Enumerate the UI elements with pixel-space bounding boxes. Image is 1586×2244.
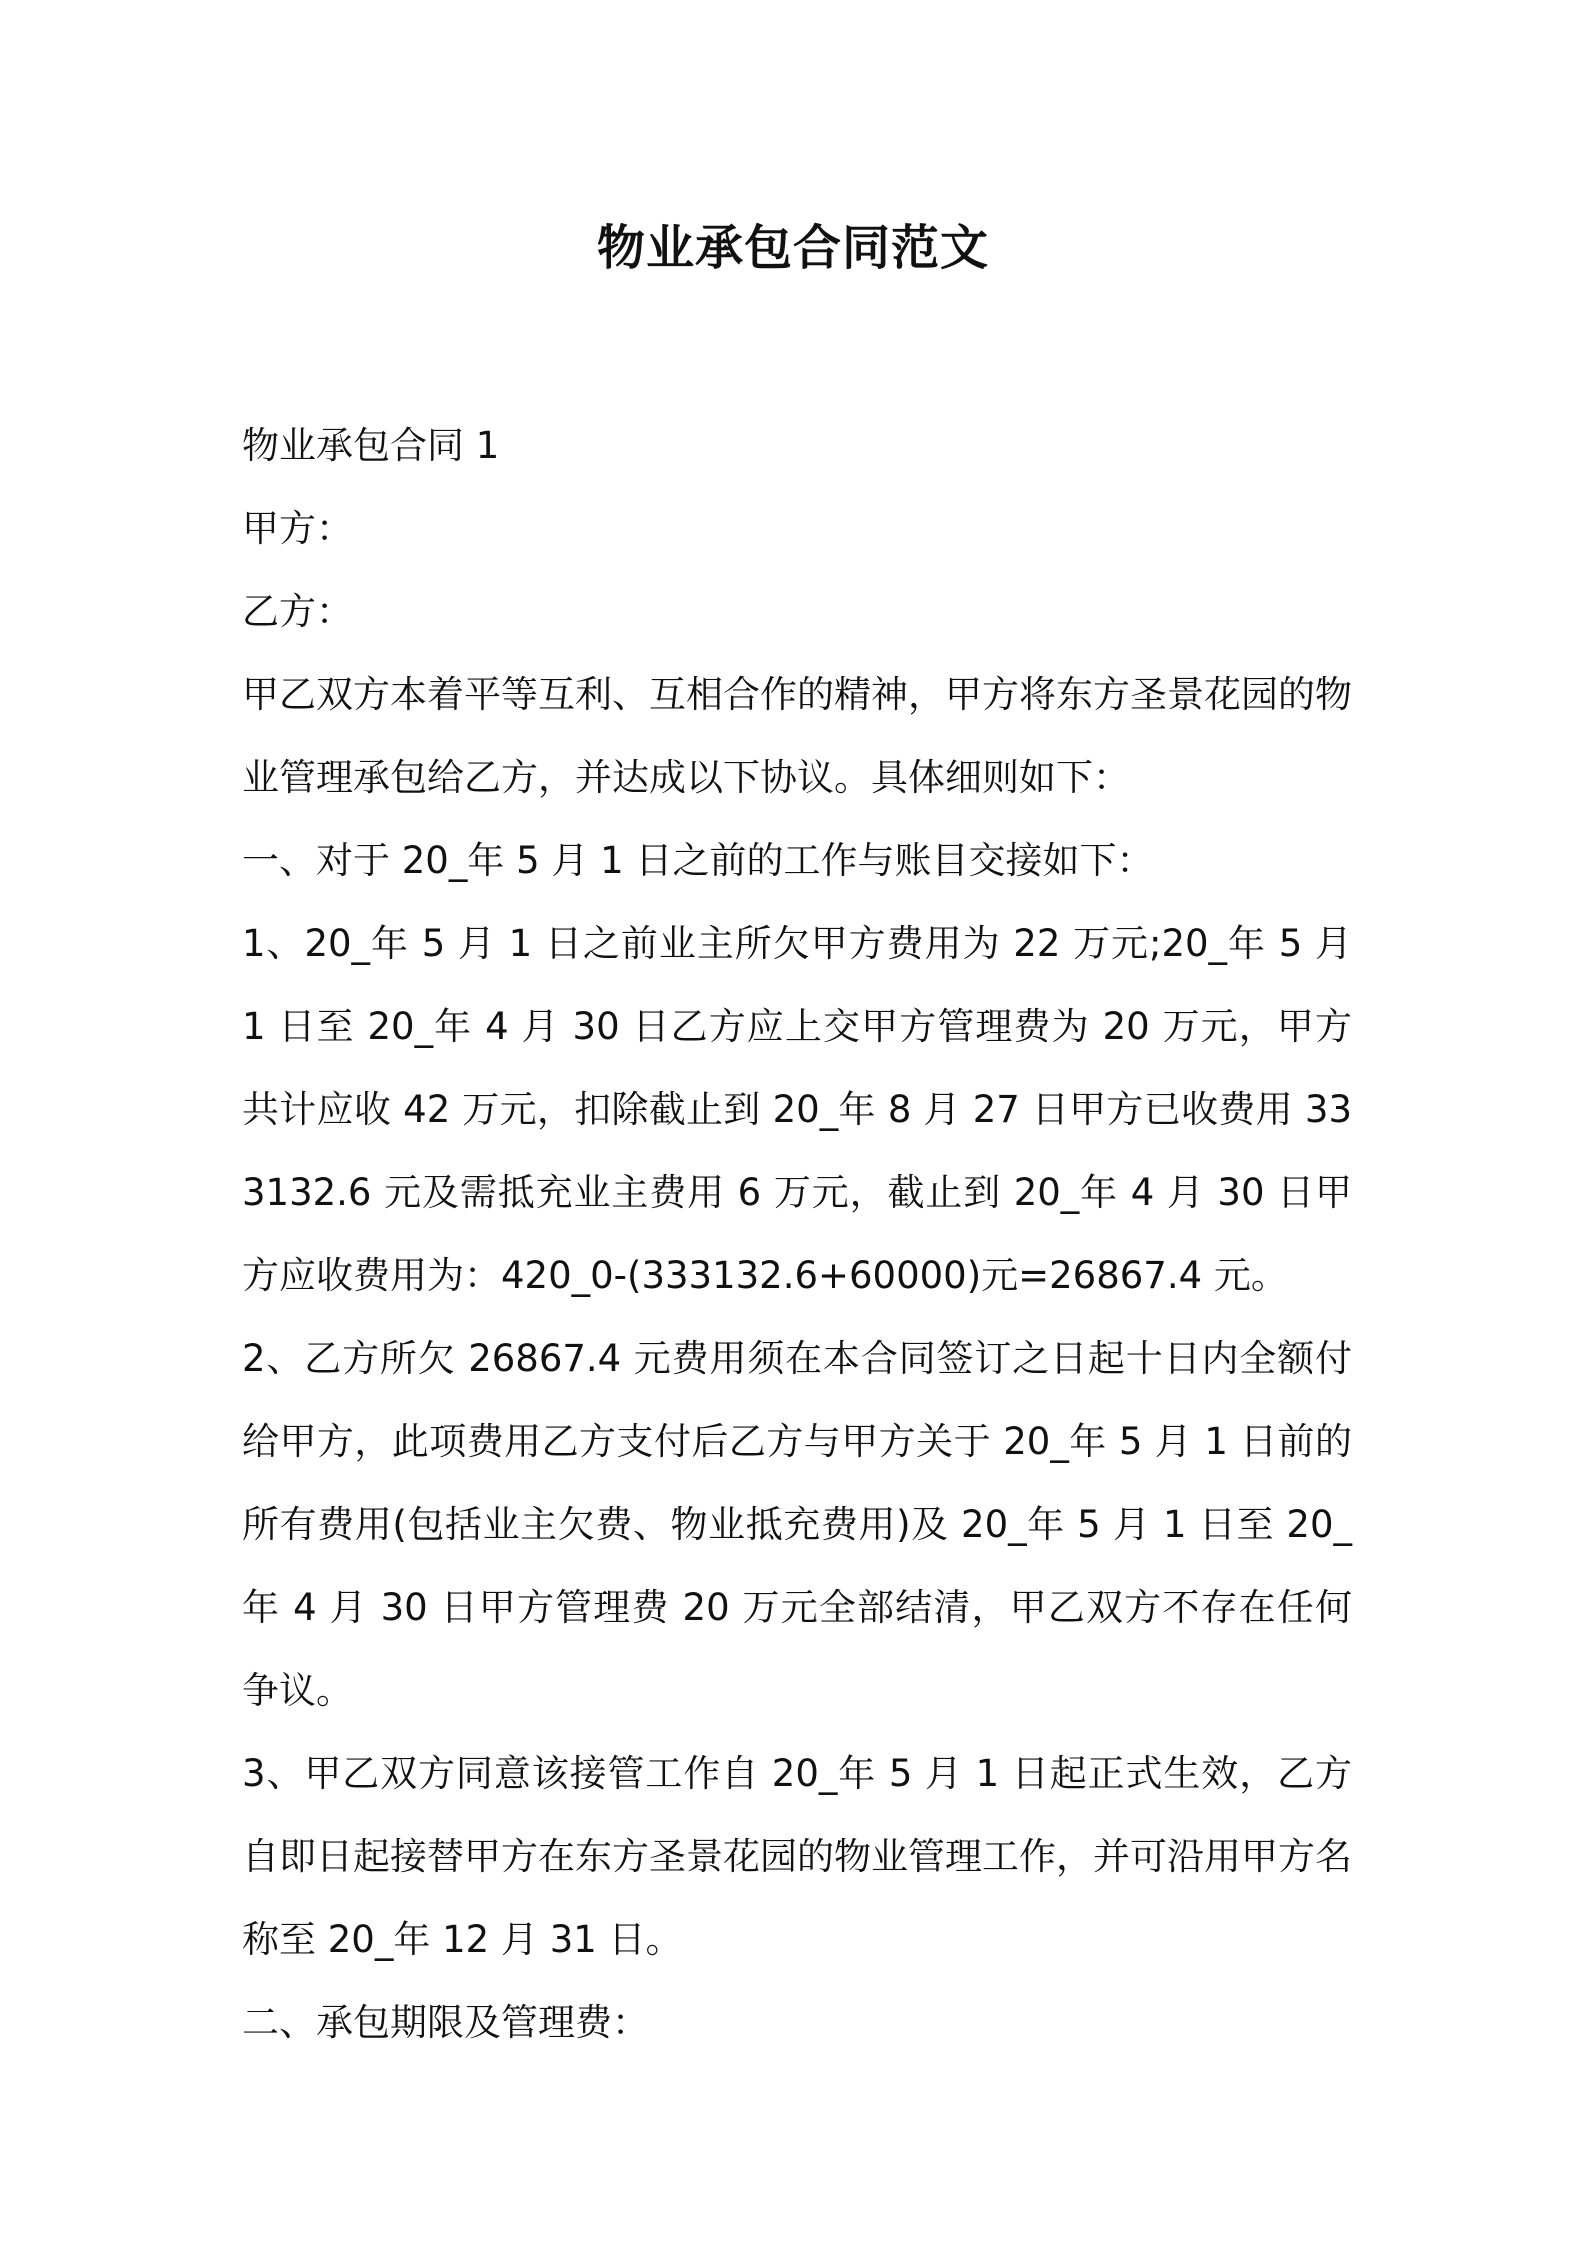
clause-3: 3、甲乙双方同意该接管工作自 20_年 5 月 1 日起正式生效，乙方自即日起接替甲方在东方圣景花园的物业管理工作，并可沿用甲方名称至 20_年 12 月 31 日。 — [242, 1752, 1352, 1961]
section-1-heading: 一、对于 20_年 5 月 1 日之前的工作与账目交接如下： — [242, 839, 1154, 882]
contract-heading: 物业承包合同 1 — [242, 424, 500, 467]
party-a-line: 甲方： — [242, 507, 353, 550]
section-2-heading: 二、承包期限及管理费： — [242, 2001, 649, 2044]
party-b-line: 乙方： — [242, 590, 353, 633]
clause-1: 1、20_年 5 月 1 日之前业主所欠甲方费用为 22 万元;20_年 5 月 1 日至 20_年 4 月 30 日乙方应上交甲方管理费为 20 万元，甲方共计应收 42 万元，扣除截止到 20_年 8 月 27 日甲方已收费用 333132.6 元及需抵充业主费用 6 万元，截止到 20_年 4 月 30 日甲方应收费用为：420_0-(333132.6+60000)元=26867.4 元。 — [242, 922, 1352, 1297]
document-body — [242, 404, 1352, 2064]
intro-paragraph: 甲乙双方本着平等互利、互相合作的精神，甲方将东方圣景花园的物业管理承包给乙方，并达成以下协议。具体细则如下： — [242, 673, 1352, 799]
clause-2: 2、乙方所欠 26867.4 元费用须在本合同签订之日起十日内全额付给甲方，此项费用乙方支付后乙方与甲方关于 20_年 5 月 1 日前的所有费用(包括业主欠费、物业抵充费用)及 20_年 5 月 1 日至 20_年 4 月 30 日甲方管理费 20 万元全部结清，甲乙双方不存在任何争议。 — [242, 1337, 1352, 1712]
document-title: 物业承包合同范文 — [596, 220, 989, 276]
